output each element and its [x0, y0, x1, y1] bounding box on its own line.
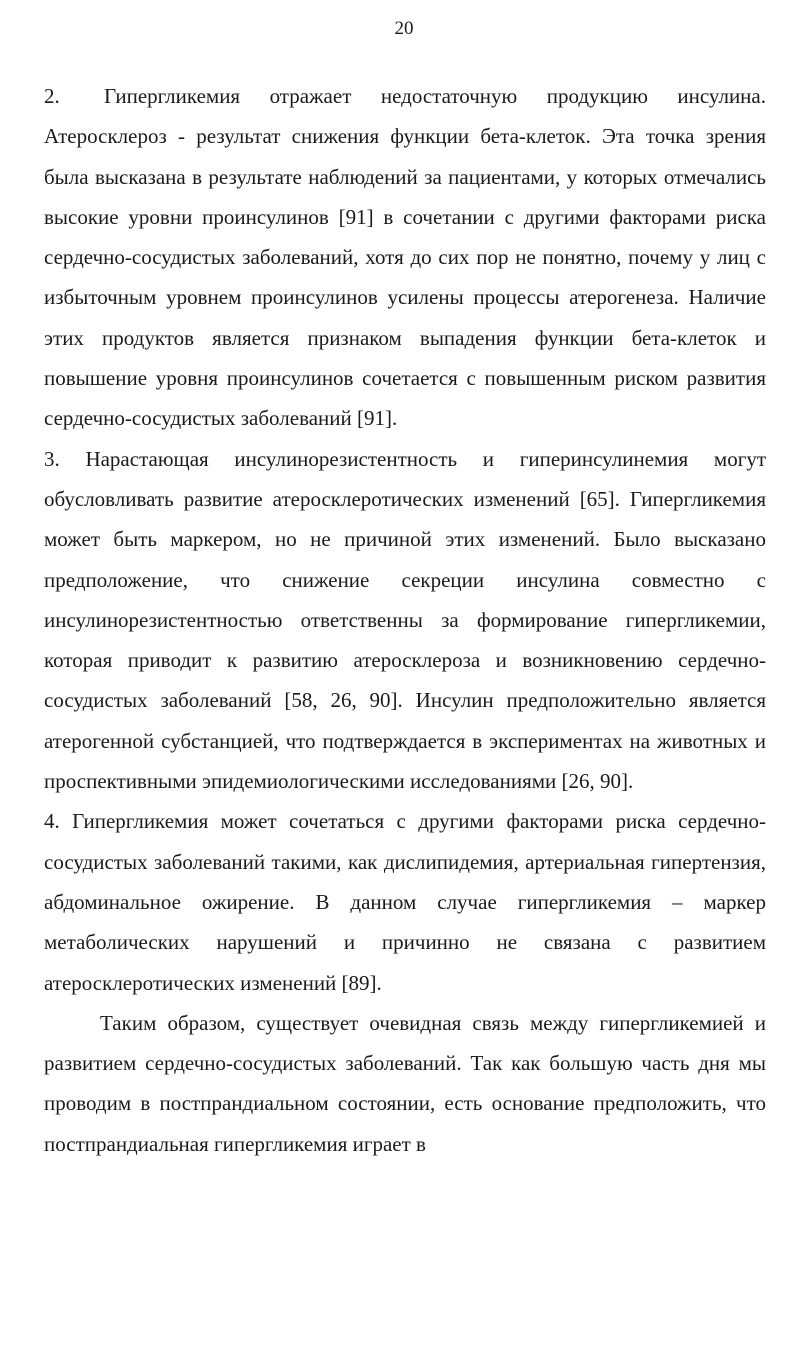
paragraph-item-4: 4. Гипергликемия может сочетаться с другими факторами риска сердечно-сосудистых заболеваний такими, как дислипидемия, артериальная гипертензия, абдоминальное ожирение. В данном случае гипергликемия – маркер метаболических нарушений и причинно не связана с развитием атеросклеротических изменений [89].	[44, 809, 766, 995]
document-body	[44, 76, 766, 1164]
page-number: 20	[394, 18, 414, 39]
paragraph-conclusion: Таким образом, существует очевидная связь между гипергликемией и развитием сердечно-сосудистых заболеваний. Так как большую часть дня мы проводим в постпрандиальном состоянии, есть основание предположить, что постпрандиальная гипергликемия играет в	[44, 1010, 766, 1156]
paragraph-item-2	[44, 76, 766, 439]
paragraph-item-3: 3. Нарастающая инсулинорезистентность и гиперинсулинемия могут обусловливать развитие атеросклеротических изменений [65]. Гипергликемия может быть маркером, но не причиной этих изменений. Было высказано предположение, что снижение секреции инсулина совместно с инсулинорезистентностью ответственны за формирование гипергликемии, которая приводит к развитию атеросклероза и возникновению сердечно-сосудистых заболеваний [58, 26, 90]. Инсулин предположительно является атерогенной субстанцией, что подтверждается в экспериментах на животных и проспективными эпидемиологическими исследованиями [26, 90].	[44, 446, 766, 794]
item-number: 2.	[44, 84, 60, 108]
paragraph-text: Гипергликемия отражает недостаточную продукцию инсулина. Атеросклероз - результат снижения функции бета-клеток. Эта точка зрения была высказана в результате наблюдений за пациентами, у которых отмечались высокие уровни проинсулинов [91] в сочетании с другими факторами риска сердечно-сосудистых заболеваний, хотя до сих пор не понятно, почему у лиц с избыточным уровнем проинсулинов усилены процессы атерогенеза. Наличие этих продуктов является признаком выпадения функции бета-клеток и повышение уровня проинсулинов сочетается с повышенным риском развития сердечно-сосудистых заболеваний [91].	[44, 84, 766, 431]
